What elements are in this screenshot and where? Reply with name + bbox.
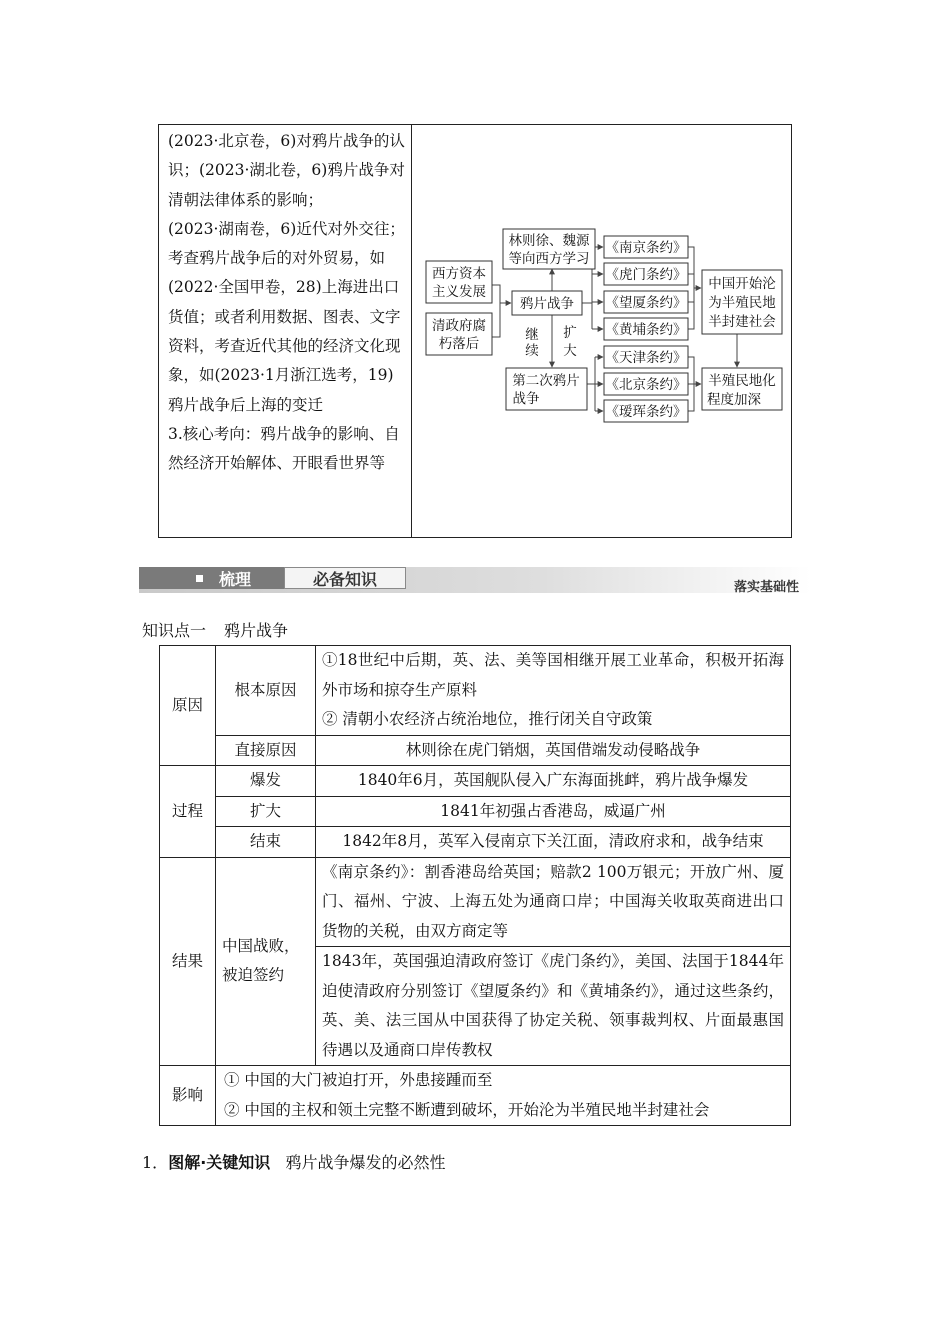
continue-char-1: 继 (525, 327, 539, 343)
treaty-aihui-box (604, 400, 688, 422)
cause-category: 原因 (160, 646, 216, 766)
banner-dark-label: 梳理 (219, 569, 252, 589)
end-label: 结束 (216, 827, 316, 858)
treaty-humen-box (604, 263, 688, 285)
root-cause-content (316, 646, 791, 736)
treaty-humen-label: 《虎门条约》 (605, 267, 687, 283)
war2-line1: 第二次鸦片 (512, 373, 580, 389)
learn-line2: 等向西方学习 (508, 251, 590, 267)
treaties1-result-bracket (688, 247, 694, 329)
continue-char-2: 续 (525, 343, 539, 359)
table-row (160, 766, 791, 797)
treaty-huangpu-label: 《黄埔条约》 (605, 322, 687, 338)
result2-line1: 半殖民地化 (708, 373, 776, 389)
treaty-beijing-box (604, 373, 688, 395)
cause-qing-corruption-box (426, 313, 492, 355)
impact-category: 影响 (160, 1066, 216, 1126)
cause2-line1: 清政府腐 (432, 318, 486, 334)
end-content: 1842年8月，英军入侵南京下关江面，清政府求和，战争结束 (316, 827, 791, 858)
opium-war-box (512, 291, 582, 315)
second-opium-war-box (506, 368, 587, 410)
kp-label: 知识点一 (142, 621, 207, 640)
exam-focus-paragraph-2: (2023·湖南卷，6)近代对外交往；考查鸦片战争后的对外贸易，如(2022·全国甲卷，28)上海进出口货值；或者利用数据、图表、文字资料，考查近代其他的经济文化现象，如(2023·1月浙江选考，19)鸦片战争后上海的变迁 (168, 219, 405, 414)
treaty-huangpu-box (604, 318, 688, 340)
banner-box-label: 必备知识 (284, 567, 406, 589)
root-cause-2: ② 清朝小农经济占统治地位，推行闭关自守政策 (322, 710, 653, 728)
other-treaties-content: 1843年，英国强迫清政府签订《虎门条约》，美国、法国于1844年迫使清政府分别签订《望厦条约》和《黄埔条约》，通过这些条约，英、美、法三国从中国获得了协定关税、领事裁判权、片面最惠国待遇以及通商口岸传教权 (316, 947, 791, 1066)
table-row (160, 735, 791, 766)
treaty-wangxia-label: 《望厦条约》 (605, 295, 687, 311)
cause1-line1: 西方资本 (432, 266, 486, 282)
process-category: 过程 (160, 766, 216, 858)
opium-war-table (159, 645, 791, 1126)
war-label: 鸦片战争 (520, 296, 574, 312)
table-row (160, 796, 791, 827)
result1-line2: 为半殖民地 (708, 295, 776, 311)
cause2-line2: 朽落后 (438, 336, 480, 352)
semi-colonial-start-box (702, 270, 782, 334)
knowledge-point-title (142, 618, 288, 641)
direct-cause-label: 直接原因 (216, 735, 316, 766)
impact-content (216, 1066, 791, 1126)
result1-line3: 半封建社会 (708, 314, 776, 330)
expand-char-2: 大 (563, 343, 577, 359)
impact-2: ② 中国的主权和领土完整不断遭到破坏，开始沦为半殖民地半封建社会 (224, 1100, 710, 1119)
defeat-label: 中国战败，被迫签约 (216, 857, 316, 1066)
root-cause-label: 根本原因 (216, 646, 316, 736)
cause-bracket (492, 285, 500, 337)
nanjing-treaty-content: 《南京条约》：割香港岛给英国；赔款2 100万银元；开放广州、厦门、福州、宁波、上海五处为通商口岸；中国海关收取英商进出口货物的关税，由双方商定等 (316, 857, 791, 947)
kp-topic: 鸦片战争 (224, 621, 289, 640)
exam-focus-cell (159, 125, 412, 537)
banner-right-label: 落实基础性 (733, 580, 799, 595)
banner-dark-tab (139, 567, 284, 589)
cause-western-capitalism-box (426, 261, 492, 303)
result1-line1: 中国开始沦 (708, 276, 776, 292)
table-row (160, 1066, 791, 1126)
section-1-text: 鸦片战争爆发的必然性 (285, 1153, 446, 1172)
expand-char-1: 扩 (563, 325, 577, 341)
learn-west-box (503, 229, 595, 269)
section-banner (139, 565, 811, 595)
section-1-heading (142, 1150, 446, 1173)
result-category: 结果 (160, 857, 216, 1066)
flowchart-cell (412, 125, 791, 537)
cause1-line2: 主义发展 (432, 284, 486, 300)
section-1-bold: 图解·关键知识 (168, 1153, 271, 1172)
opium-war-flowchart (412, 125, 792, 537)
treaty-beijing-label: 《北京条约》 (605, 377, 687, 393)
outbreak-content: 1840年6月，英国舰队侵入广东海面挑衅，鸦片战争爆发 (316, 766, 791, 797)
semi-colonial-deepen-box (702, 368, 782, 410)
expand-content: 1841年初强占香港岛，威逼广州 (316, 796, 791, 827)
table-row (160, 857, 791, 947)
treaty-tianjin-box (604, 346, 688, 368)
outbreak-label: 爆发 (216, 766, 316, 797)
exam-focus-paragraph-3: 3.核心考向：鸦片战争的影响、自然经济开始解体、开眼看世界等 (168, 424, 400, 473)
overview-table (158, 124, 792, 538)
war2-line2: 战争 (512, 391, 540, 407)
impact-1: ① 中国的大门被迫打开，外患接踵而至 (224, 1071, 493, 1089)
root-cause-1: ①18世纪中后期，英、法、美等国相继开展工业革命，积极开拓海外市场和掠夺生产原料 (322, 651, 784, 699)
treaty-wangxia-box (604, 291, 688, 313)
table-row (160, 827, 791, 858)
table-row (160, 646, 791, 736)
result2-line2: 程度加深 (707, 392, 761, 408)
treaty-aihui-label: 《瑷珲条约》 (605, 404, 687, 420)
learn-line1: 林则徐、魏源 (508, 233, 590, 249)
treaty-tianjin-label: 《天津条约》 (605, 350, 687, 366)
expand-label: 扩大 (216, 796, 316, 827)
direct-cause-content: 林则徐在虎门销烟，英国借端发动侵略战争 (316, 735, 791, 766)
section-1-num: 1． (142, 1153, 169, 1172)
treaty-nanjing-box (604, 236, 688, 258)
exam-focus-paragraph-1: (2023·北京卷，6)对鸦片战争的认识；(2023·湖北卷，6)鸦片战争对清朝法律体系的影响； (168, 132, 405, 209)
treaty-nanjing-label: 《南京条约》 (605, 240, 687, 256)
banner-square-icon (196, 575, 203, 582)
